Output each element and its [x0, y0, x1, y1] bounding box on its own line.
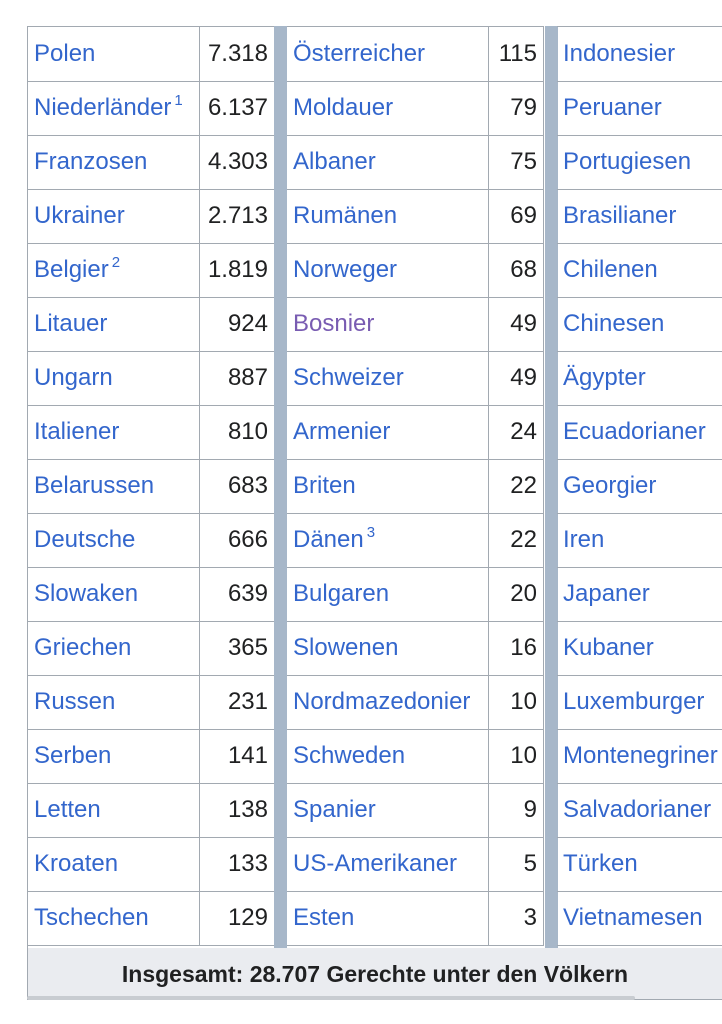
nationality-link[interactable] [557, 675, 722, 729]
table-row [28, 837, 274, 892]
nationality-link[interactable] [28, 297, 199, 351]
nationality-link[interactable] [28, 189, 199, 243]
table-row [28, 459, 274, 514]
nationality-label: Schweden [293, 742, 406, 769]
table-row [28, 351, 274, 406]
table-row [28, 513, 274, 568]
nationality-link[interactable] [287, 675, 488, 729]
table-row [287, 729, 544, 784]
column-separator [274, 26, 287, 948]
count-cell: 231 [199, 675, 274, 729]
nationality-label: Italiener [34, 418, 120, 445]
nationality-table [27, 26, 722, 1002]
nationality-label: Kubaner [563, 634, 654, 661]
nationality-link[interactable] [28, 135, 199, 189]
nationality-label: Kroaten [34, 850, 119, 877]
table-row [287, 27, 544, 82]
table-row [557, 783, 722, 838]
table-row [287, 891, 544, 946]
nationality-link[interactable] [287, 513, 488, 567]
table-row [287, 189, 544, 244]
nationality-label: Deutsche [34, 526, 136, 553]
nationality-label: Bulgaren [293, 580, 390, 607]
nationality-label: Türken [563, 850, 638, 877]
count-cell: 10 [488, 675, 544, 729]
table-row [557, 837, 722, 892]
table-row [557, 621, 722, 676]
table-row [28, 729, 274, 784]
table-row [287, 297, 544, 352]
table-row [28, 567, 274, 622]
nationality-label: Moldauer [293, 94, 394, 121]
nationality-link[interactable] [557, 81, 722, 135]
nationality-label: Vietnamesen [563, 904, 703, 931]
nationality-label: Franzosen [34, 148, 148, 175]
nationality-label: Griechen [34, 634, 132, 661]
nationality-label: Österreicher [293, 40, 426, 67]
count-cell: 49 [488, 297, 544, 351]
nationality-label: Georgier [563, 472, 657, 499]
count-cell: 115 [488, 27, 544, 81]
table-row [28, 135, 274, 190]
nationality-label: Salvadorianer [563, 796, 712, 823]
table-row [287, 837, 544, 892]
count-cell: 68 [488, 243, 544, 297]
table-row [557, 351, 722, 406]
nationality-label: Tschechen [34, 904, 149, 931]
table-row [557, 243, 722, 298]
count-cell: 22 [488, 513, 544, 567]
count-cell: 24 [488, 405, 544, 459]
count-cell: 2.713 [199, 189, 274, 243]
count-cell: 3 [488, 891, 544, 945]
nationality-link[interactable] [557, 729, 722, 783]
count-cell: 16 [488, 621, 544, 675]
count-cell: 887 [199, 351, 274, 405]
nationality-label: Niederländer [34, 94, 172, 121]
nationality-link[interactable] [557, 27, 722, 81]
nationality-label: Rumänen [293, 202, 398, 229]
table-row [28, 783, 274, 838]
table-row [557, 891, 722, 946]
table-row [557, 675, 722, 730]
nationality-link[interactable] [28, 405, 199, 459]
count-cell: 4.303 [199, 135, 274, 189]
nationality-label: Slowenen [293, 634, 399, 661]
nationality-link[interactable] [557, 189, 722, 243]
nationality-label: Litauer [34, 310, 108, 337]
table-row [28, 189, 274, 244]
nationality-label: Letten [34, 796, 101, 823]
count-cell: 49 [488, 351, 544, 405]
nationality-label: Peruaner [563, 94, 662, 121]
nationality-label: Spanier [293, 796, 376, 823]
table-row [557, 189, 722, 244]
nationality-label: Albaner [293, 148, 376, 175]
nationality-link[interactable] [287, 27, 488, 81]
table-row [287, 135, 544, 190]
table-row [557, 81, 722, 136]
table-row [28, 243, 274, 298]
nationality-link[interactable] [287, 837, 488, 891]
nationality-label: Brasilianer [563, 202, 677, 229]
count-cell: 1.819 [199, 243, 274, 297]
nationality-link[interactable] [287, 405, 488, 459]
nationality-label: Indonesier [563, 40, 676, 67]
count-cell: 924 [199, 297, 274, 351]
count-cell: 5 [488, 837, 544, 891]
count-cell: 129 [199, 891, 274, 945]
nationality-label: Ägypter [563, 364, 646, 391]
table-row [557, 27, 722, 82]
nationality-link[interactable] [287, 729, 488, 783]
nationality-label: Luxemburger [563, 688, 705, 715]
table-row [287, 81, 544, 136]
count-cell: 138 [199, 783, 274, 837]
footnote-link[interactable]: 2 [111, 254, 121, 271]
nationality-link[interactable] [557, 621, 722, 675]
nationality-label: Japaner [563, 580, 650, 607]
nationality-label: Slowaken [34, 580, 139, 607]
table-row [287, 513, 544, 568]
nationality-label: US-Amerikaner [293, 850, 458, 877]
nationality-label: Chinesen [563, 310, 665, 337]
table-row [28, 81, 274, 136]
table-row [28, 621, 274, 676]
count-cell: 666 [199, 513, 274, 567]
nationality-link[interactable] [287, 783, 488, 837]
nationality-link[interactable] [28, 729, 199, 783]
count-cell: 10 [488, 729, 544, 783]
nationality-label: Iren [563, 526, 605, 553]
table-row [28, 891, 274, 946]
nationality-link[interactable] [557, 135, 722, 189]
table-column-group-3 [557, 26, 722, 949]
table-row [287, 621, 544, 676]
nationality-label: Dänen [293, 526, 364, 553]
nationality-label: Russen [34, 688, 116, 715]
nationality-link[interactable] [28, 459, 199, 513]
nationality-link[interactable] [557, 891, 722, 945]
nationality-link[interactable] [557, 351, 722, 405]
nationality-link[interactable] [287, 351, 488, 405]
count-cell: 69 [488, 189, 544, 243]
count-cell: 75 [488, 135, 544, 189]
table-row [557, 567, 722, 622]
nationality-label: Norweger [293, 256, 398, 283]
nationality-link[interactable] [28, 243, 199, 297]
table-row [28, 405, 274, 460]
table-footer-total: Insgesamt: 28.707 Gerechte unter den Völkern [27, 948, 722, 1000]
nationality-link[interactable] [287, 243, 488, 297]
nationality-link[interactable] [557, 405, 722, 459]
nationality-link[interactable] [557, 513, 722, 567]
nationality-link[interactable] [287, 567, 488, 621]
table-row [557, 135, 722, 190]
table-row [287, 567, 544, 622]
table-row [557, 513, 722, 568]
nationality-link[interactable] [28, 567, 199, 621]
count-cell: 365 [199, 621, 274, 675]
table-column-group-1 [27, 26, 274, 949]
table-row [287, 675, 544, 730]
nationality-link[interactable] [28, 513, 199, 567]
count-cell: 810 [199, 405, 274, 459]
nationality-label: Ukrainer [34, 202, 125, 229]
table-row [557, 297, 722, 352]
nationality-link[interactable] [287, 189, 488, 243]
nationality-link[interactable] [557, 837, 722, 891]
footnote-link[interactable]: 3 [366, 524, 376, 541]
count-cell: 22 [488, 459, 544, 513]
count-cell: 133 [199, 837, 274, 891]
nationality-label: Montenegriner [563, 742, 718, 769]
nationality-link[interactable] [557, 459, 722, 513]
nationality-label: Schweizer [293, 364, 404, 391]
nationality-link[interactable] [28, 837, 199, 891]
nationality-link[interactable] [287, 459, 488, 513]
nationality-link[interactable] [287, 891, 488, 945]
count-cell: 639 [199, 567, 274, 621]
count-cell: 141 [199, 729, 274, 783]
footnote-link[interactable]: 1 [174, 92, 183, 109]
table-column-group-2 [287, 26, 544, 949]
count-cell: 7.318 [199, 27, 274, 81]
nationality-label: Chilenen [563, 256, 658, 283]
nationality-link[interactable] [28, 351, 199, 405]
count-cell: 683 [199, 459, 274, 513]
table-row [28, 27, 274, 82]
nationality-label: Belarussen [34, 472, 155, 499]
horizontal-scrollbar[interactable] [27, 996, 635, 1000]
table-row [287, 405, 544, 460]
nationality-link[interactable] [557, 567, 722, 621]
table-row [557, 459, 722, 514]
table-row [557, 405, 722, 460]
table-row [28, 675, 274, 730]
table-row [287, 243, 544, 298]
nationality-label: Armenier [293, 418, 391, 445]
nationality-link[interactable] [287, 81, 488, 135]
nationality-link[interactable] [28, 27, 199, 81]
nationality-link[interactable] [287, 135, 488, 189]
table-row [28, 297, 274, 352]
nationality-label: Belgier [34, 256, 109, 283]
nationality-label: Bosnier [293, 310, 375, 337]
nationality-link[interactable] [28, 621, 199, 675]
nationality-link[interactable] [28, 675, 199, 729]
nationality-label: Briten [293, 472, 356, 499]
nationality-link[interactable] [557, 297, 722, 351]
nationality-link[interactable] [28, 81, 199, 135]
nationality-label: Ecuadorianer [563, 418, 706, 445]
table-row [287, 783, 544, 838]
nationality-label: Esten [293, 904, 355, 931]
table-row [287, 459, 544, 514]
nationality-link[interactable] [287, 297, 488, 351]
nationality-label: Ungarn [34, 364, 113, 391]
nationality-label: Serben [34, 742, 112, 769]
nationality-label: Polen [34, 40, 96, 67]
count-cell: 79 [488, 81, 544, 135]
count-cell: 6.137 [199, 81, 274, 135]
table-row [287, 351, 544, 406]
nationality-label: Nordmazedonier [293, 688, 471, 715]
nationality-link[interactable] [287, 621, 488, 675]
nationality-link[interactable] [28, 783, 199, 837]
count-cell: 20 [488, 567, 544, 621]
nationality-link[interactable] [28, 891, 199, 945]
nationality-label: Portugiesen [563, 148, 692, 175]
count-cell: 9 [488, 783, 544, 837]
nationality-link[interactable] [557, 783, 722, 837]
nationality-link[interactable] [557, 243, 722, 297]
table-row [557, 729, 722, 784]
